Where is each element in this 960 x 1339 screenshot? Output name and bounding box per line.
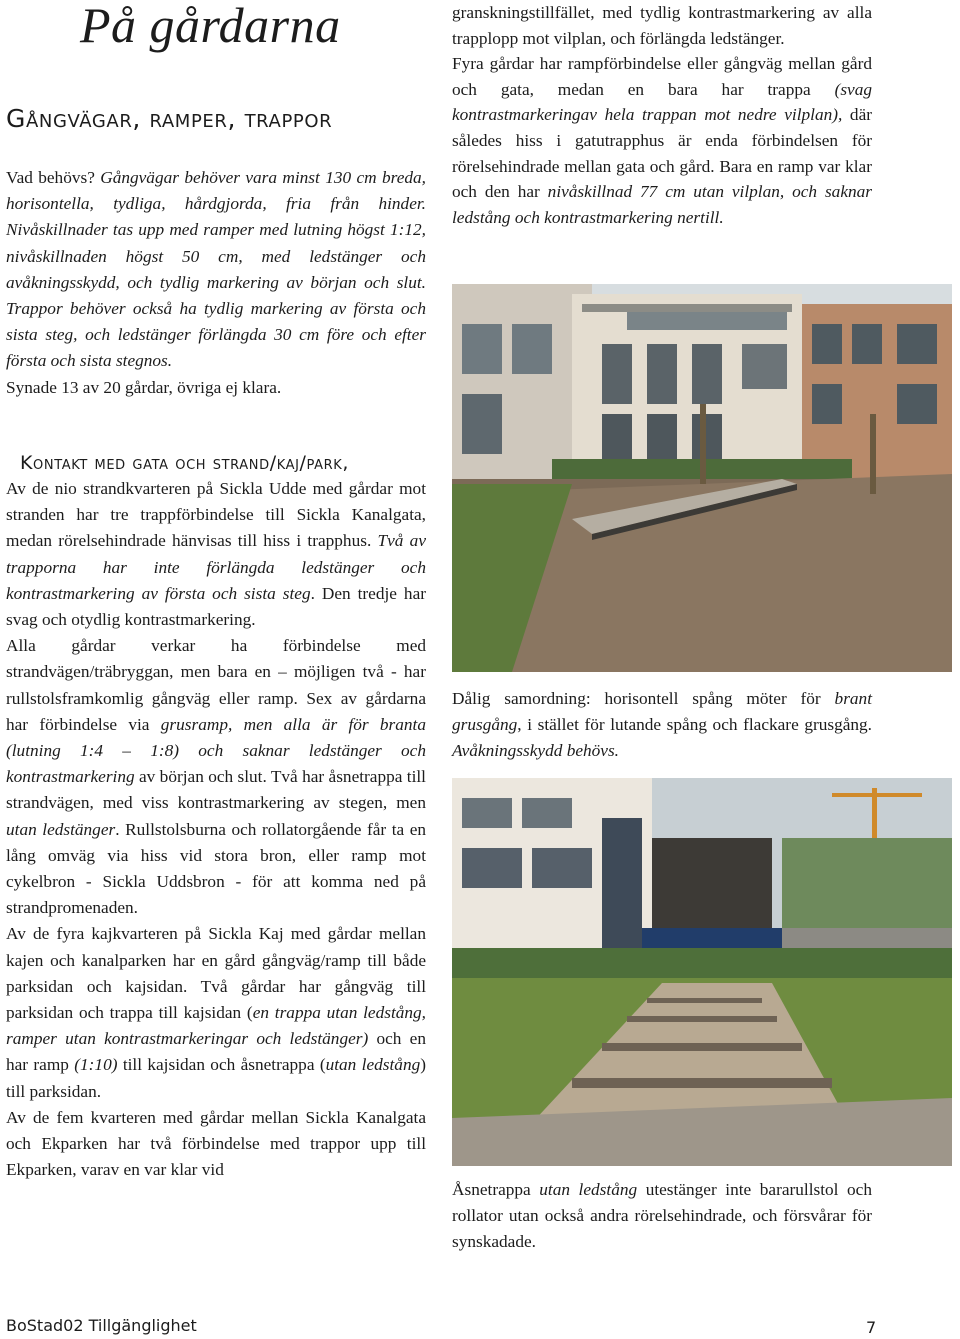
paragraph xyxy=(6,476,426,633)
italic-text-run: Avåkningsskydd behövs. xyxy=(452,741,620,760)
text-run: . Den tredje har svag och otydlig kontrastmarkering. xyxy=(6,583,426,630)
paragraph xyxy=(6,165,426,375)
footer-publication: BoStad02 Tillgänglighet xyxy=(6,1316,197,1335)
paragraph xyxy=(452,51,872,230)
italic-text-run: utan ledstång xyxy=(539,1180,638,1199)
section-heading-paths: Gångvägar, ramper, trappor xyxy=(6,104,333,133)
italic-text-run: nivåskillnad 77 cm utan vilplan, och saknar ledstång och kontrastmarkering nertill. xyxy=(452,182,872,227)
paragraph: Av de fem kvarteren med gårdar mellan Sickla Kanalgata och Ekparken har två förbindelse med trappor upp till Ekparken, varav en var klar vid xyxy=(6,1107,426,1180)
page-title: På gårdarna xyxy=(80,0,341,53)
right-column-text xyxy=(452,0,872,230)
italic-text-run: brant grusgång xyxy=(452,689,872,734)
text-run: Åsnetrappa xyxy=(452,1180,540,1199)
text-run: , i stället för lutande spång och flackare grusgång. xyxy=(517,715,872,734)
text-run: Dålig samordning: horisontell spång möter för xyxy=(452,689,835,708)
paragraph: granskningstillfället, med tydlig kontrastmarkering av alla trapplopp mot vilplan, och förlängda ledstänger. xyxy=(452,3,872,48)
paragraph: Synade 13 av 20 gårdar, övriga ej klara. xyxy=(6,377,282,397)
donkey-steps-photo xyxy=(452,778,952,1166)
text-run: till kajsidan och åsnetrappa ( xyxy=(117,1055,326,1075)
text-run: och en har ramp xyxy=(6,1029,426,1075)
photo-caption xyxy=(452,686,872,764)
section-heading-contact: Kontakt med gata och strand/kaj/park, xyxy=(20,452,350,474)
italic-text-run: grusramp, men alla är för branta (lutning 1:4 – 1:8) och saknar ledstänger och kontrastmarkering xyxy=(6,714,426,787)
text-run: Vad behövs? xyxy=(6,168,101,187)
italic-text-run: Gångvägar behöver vara minst 130 cm breda, horisontella, tydliga, hårdgjorda, fria från hinder. Nivåskillnader tas upp med ramper med lutning högst 1:12, nivåskillnaden högst 50 cm, med ledstänger och avåkningsskydd, och tydlig markering av början och slut. Trappor behöver också ha tydlig markering av första och sista steg, och ledstänger förlängda 30 cm före och efter första och sista stegnos. xyxy=(6,168,426,371)
text-run: Alla gårdar verkar ha förbindelse med strandvägen/träbryggan, men bara en – möjligen två - har rullstolsframkomlig gångväg eller ramp. Sex av gårdarna har förbindelse via xyxy=(6,636,426,734)
text-run: utestänger inte bararullstol och rollator utan också andra rörelsehindrade, och försvårar för synskadade. xyxy=(452,1180,872,1251)
italic-text-run: Två av trapporna har inte förlängda ledstänger och kontrastmarkering av första och sista steg xyxy=(6,531,426,603)
text-run: Av de nio strandkvarteren på Sickla Udde med gårdar mot stranden har tre trappförbindelse till Sickla Kanalgata, medan rörelsehindrade hänvisas till hiss i trapphus. xyxy=(6,479,426,551)
italic-text-run: utan ledstång xyxy=(325,1055,421,1075)
text-run: där således hiss i gatutrapphus är enda förbindelsen för rörelsehindrade mellan gata och gård. Bara en ramp var klar och den har xyxy=(452,105,872,202)
text-run: av början och slut. Två har åsnetrappa till strandvägen, med viss kontrastmarkering av stegen, men xyxy=(6,767,426,813)
text-run: . Rullstolsburna och rollatorgående får ta en lång omväg via hiss vid stora bron, eller ramp mot cykelbron - Sickla Uddsbron - för att komma ned på strandpromenaden. xyxy=(6,819,427,918)
italic-text-run: en trappa utan ledstång, ramper utan kontrastmarkeringar och ledstänger) xyxy=(6,1003,427,1049)
page-number: 7 xyxy=(866,1318,877,1337)
italic-text-run: (1:10) xyxy=(74,1055,118,1075)
paragraph xyxy=(6,633,426,921)
text-run: ) till parksidan. xyxy=(6,1055,426,1101)
section-contact-body xyxy=(6,476,426,1183)
photo-caption xyxy=(452,1177,872,1255)
courtyard-ramp-photo xyxy=(452,284,952,672)
section-paths-body xyxy=(6,165,426,401)
text-run: Fyra gårdar har rampförbindelse eller gångväg mellan gård och gata, medan en bara har trappa xyxy=(452,54,872,99)
italic-text-run: (svag kontrastmarkeringav hela trappan mot nedre vilplan), xyxy=(452,79,872,125)
text-run: Av de fyra kajkvarteren på Sickla Kaj med gårdar mellan kajen och kanalparken har en gård gångväg/ramp till både parksidan och kajsidan. Två gårdar har gångväg till parksidan och trappa till kajsidan ( xyxy=(6,924,426,1023)
italic-text-run: utan ledstänger xyxy=(6,819,116,839)
paragraph xyxy=(6,921,426,1104)
